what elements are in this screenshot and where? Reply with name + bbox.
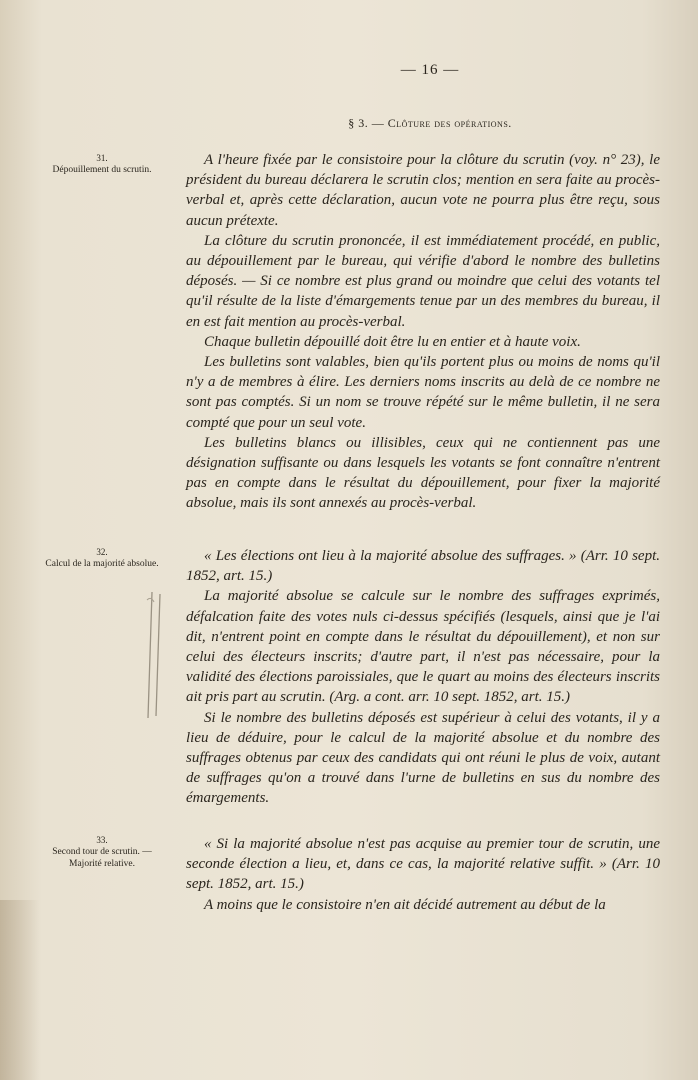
article-32-body	[186, 546, 660, 809]
article-33-body	[186, 834, 660, 915]
paragraph: A l'heure fixée par le consistoire pour la clôture du scrutin (voy. n° 23), le président du bureau déclarera le scrutin clos; mention en sera faite au procès-verbal et, après cette déclaration, aucun vote ne pourra plus être reçu, sous aucun prétexte.	[186, 152, 660, 229]
article-31-margin	[28, 152, 176, 176]
article-33-margin-title-line2: Majorité relative.	[69, 859, 135, 869]
section-number: § 3. —	[348, 116, 385, 130]
article-31-margin-title: Dépouillement du scrutin.	[52, 165, 152, 175]
section-heading	[300, 116, 560, 131]
article-31-number: 31.	[96, 153, 108, 163]
article-33-margin	[28, 834, 176, 870]
section-title: Clôture des opérations.	[387, 116, 512, 130]
article-33-number: 33.	[96, 835, 108, 845]
paragraph: A moins que le consistoire n'en ait décidé autrement au début de la	[204, 896, 606, 913]
article-32-margin-title: Calcul de la majorité absolue.	[45, 559, 159, 569]
article-32-number: 32.	[96, 547, 108, 557]
article-32-margin	[28, 546, 176, 570]
paragraph: Si le nombre des bulletins déposés est supérieur à celui des votants, il y a lieu de déduire, pour le calcul de la majorité absolue et du nombre des suffrages obtenus par ceux des candidats qui ont réuni le plus de voix, autant de suffrages qu'on a trouvé dans l'urne de bulletins en sus du nombre des émargements.	[186, 709, 660, 807]
article-33-margin-title-line1: Second tour de scrutin. —	[52, 847, 152, 857]
paragraph: Les bulletins blancs ou illisibles, ceux qui ne contiennent pas une désignation suffisante ou dans lesquels les votants se font connaître n'entrent pas en compte dans le résultat du dépouillement, pour fixer la majorité absolue, mais ils sont annexés au procès-verbal.	[186, 434, 660, 512]
paragraph: « Les élections ont lieu à la majorité absolue des suffrages. » (Arr. 10 sept. 1852, art. 15.)	[186, 548, 660, 585]
paragraph: Les bulletins sont valables, bien qu'ils portent plus ou moins de noms qu'il n'y a de membres à élire. Les derniers noms inscrits au delà de ce nombre ne sont pas comptés. Si un nom se trouve répété sur le même bulletin, il ne sera compté que pour un seul vote.	[186, 354, 660, 431]
paragraph: La majorité absolue se calcule sur le nombre des suffrages exprimés, défalcation faite des votes nuls ci-dessus spécifiés (lesquels, ainsi que je l'ai dit, n'entrent point en compte dans le résultat du dépouillement), et non sur celui des électeurs inscrits; d'autre part, il n'est pas nécessaire, pour la validité des élections paroissiales, que le quart au moins des électeurs inscrits ait pris part au scrutin. (Arg. a cont. arr. 10 sept. 1852, art. 15.)	[186, 588, 660, 706]
article-31-body	[186, 150, 660, 514]
paragraph: Chaque bulletin dépouillé doit être lu en entier et à haute voix.	[204, 333, 581, 350]
pencil-mark-icon	[138, 590, 168, 720]
page-number: — 16 —	[400, 62, 460, 78]
paragraph: La clôture du scrutin prononcée, il est immédiatement procédé, en public, au dépouillement par le bureau, qui vérifie d'abord le nombre des bulletins déposés. — Si ce nombre est plus grand ou moindre que celui des votants tel qu'il résulte de la liste d'émargements tenue par un des membres du bureau, il en est fait mention au procès-verbal.	[186, 232, 660, 330]
page-stain	[0, 900, 40, 1080]
paragraph: « Si la majorité absolue n'est pas acquise au premier tour de scrutin, une seconde élection a lieu, et, dans ce cas, la majorité relative suffit. » (Arr. 10 sept. 1852, art. 15.)	[186, 836, 660, 893]
